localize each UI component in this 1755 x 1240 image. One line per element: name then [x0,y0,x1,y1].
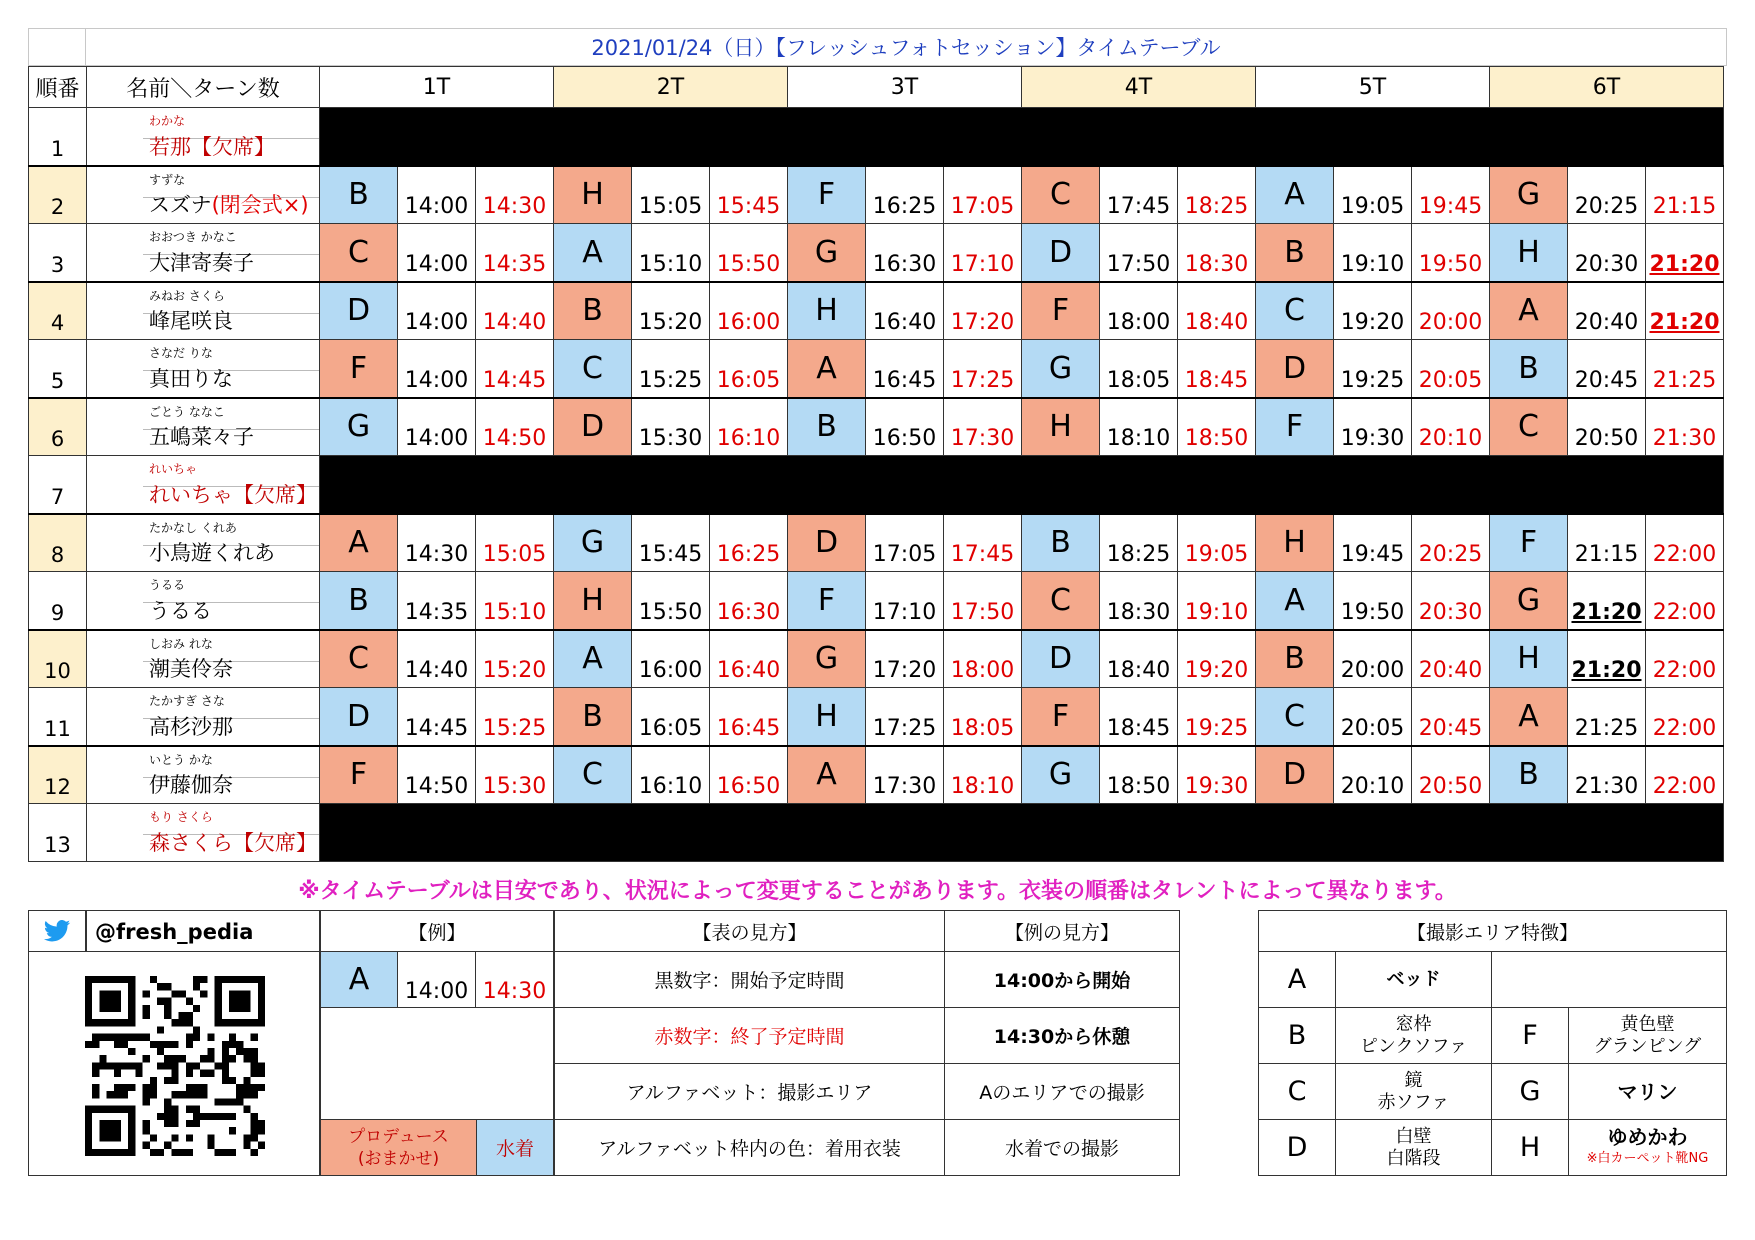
name-ruby: みねお さくら [149,288,225,303]
slot-start: 16:05 [632,688,710,746]
slot-end: 15:05 [476,514,554,572]
row-name-cell [87,108,320,166]
slot-start: 21:15 [1568,514,1646,572]
howto-alpha: アルファベット：撮影エリア [554,1063,945,1120]
name-text: 若那【欠席】 [149,134,275,159]
header-turn: 5T [1256,67,1490,108]
slot-end: 18:25 [1178,166,1256,224]
legend-produce: プロデュース (おまかせ) [320,1119,477,1176]
slot-area: F [320,746,398,804]
slot-end: 19:25 [1178,688,1256,746]
area-desc: ベッド [1335,951,1492,1008]
legend-swimsuit: 水着 [476,1119,554,1176]
example-end: 14:30 [475,951,554,1008]
row-name-cell [87,282,320,340]
slot-area: C [320,224,398,282]
slot-area: F [1022,688,1100,746]
slot-area: D [320,282,398,340]
name-text: 森さくら【欠席】 [149,831,317,855]
name-ruby: たかすぎ さな [149,694,225,708]
example-read-area: Aのエリアでの撮影 [944,1063,1180,1120]
name-ruby: わかな [149,114,186,128]
slot-area: F [788,166,866,224]
header-turn: 3T [788,67,1022,108]
row-order: 12 [29,746,87,804]
slot-start: 19:50 [1334,572,1412,630]
slot-area: C [1256,282,1334,340]
slot-start: 14:00 [398,166,476,224]
row-order: 13 [29,804,87,862]
slot-start: 17:50 [1100,224,1178,282]
absent-block [320,804,1724,862]
slot-start: 20:00 [1334,630,1412,688]
slot-area: G [1490,572,1568,630]
timetable [28,66,1724,862]
absent-block [320,456,1724,514]
slot-start: 18:00 [1100,282,1178,340]
row-order: 6 [29,398,87,456]
slot-end: 18:45 [1178,340,1256,398]
slot-end: 17:20 [944,282,1022,340]
area-blank [1491,951,1727,1008]
slot-start: 18:30 [1100,572,1178,630]
slot-start: 14:00 [398,282,476,340]
slot-start: 15:25 [632,340,710,398]
slot-start: 16:50 [866,398,944,456]
name-text: スズナ(閉会式×) [149,193,309,217]
slot-area: C [320,630,398,688]
slot-area: D [320,688,398,746]
slot-area: B [320,166,398,224]
row-name-cell [87,514,320,572]
slot-end: 14:35 [476,224,554,282]
row-name-cell [87,688,320,746]
slot-area: G [320,398,398,456]
slot-end: 15:20 [476,630,554,688]
slot-start: 15:50 [632,572,710,630]
example-blank [320,1007,554,1120]
slot-area: A [1490,282,1568,340]
slot-start: 14:00 [398,224,476,282]
row-name-cell [87,340,320,398]
slot-area: F [1256,398,1334,456]
qr-code-icon[interactable] [85,976,265,1156]
slot-end: 18:10 [944,746,1022,804]
slot-start: 21:20 [1568,630,1646,688]
slot-end: 20:05 [1412,340,1490,398]
slot-start: 20:40 [1568,282,1646,340]
slot-start: 14:45 [398,688,476,746]
name-text: 峰尾咲良 [149,309,233,333]
absent-block [320,108,1724,166]
slot-area: F [788,572,866,630]
slot-end: 18:50 [1178,398,1256,456]
slot-area: D [1256,746,1334,804]
slot-area: B [554,282,632,340]
slot-end: 16:30 [710,572,788,630]
slot-area: F [1490,514,1568,572]
area-desc: 白壁 白階段 [1335,1119,1492,1176]
slot-area: H [1490,630,1568,688]
name-text: 五嶋菜々子 [149,425,254,449]
name-text: 小鳥遊くれあ [149,541,275,565]
slot-start: 16:00 [632,630,710,688]
slot-start: 16:30 [866,224,944,282]
slot-area: D [1022,224,1100,282]
howto-color: アルファベット枠内の色：着用衣装 [554,1119,945,1176]
area-desc: マリン [1568,1063,1727,1120]
slot-area: G [1022,340,1100,398]
name-ruby: しおみ れな [149,636,213,651]
slot-area: C [554,340,632,398]
slot-start: 15:45 [632,514,710,572]
example-read-costume: 水着での撮影 [944,1119,1180,1176]
slot-end: 16:25 [710,514,788,572]
slot-area: G [1022,746,1100,804]
area-desc: 黄色壁 グランピング [1568,1007,1727,1064]
slot-end: 19:45 [1412,166,1490,224]
slot-end: 22:00 [1646,746,1724,804]
header-order: 順番 [29,67,87,108]
slot-start: 20:50 [1568,398,1646,456]
slot-area: G [1490,166,1568,224]
howto-header: 【表の見方】 [554,910,945,952]
slot-start: 15:05 [632,166,710,224]
slot-start: 15:30 [632,398,710,456]
slot-area: A [788,340,866,398]
slot-area: H [1490,224,1568,282]
slot-area: C [1256,688,1334,746]
slot-end: 14:45 [476,340,554,398]
slot-end: 21:25 [1646,340,1724,398]
slot-end: 17:30 [944,398,1022,456]
area-key: A [1258,951,1336,1008]
slot-area: H [788,282,866,340]
slot-start: 20:25 [1568,166,1646,224]
example-start: 14:00 [397,951,476,1008]
row-name-cell [87,630,320,688]
row-order: 11 [29,688,87,746]
slot-start: 17:25 [866,688,944,746]
slot-start: 19:05 [1334,166,1412,224]
slot-area: B [1022,514,1100,572]
slot-start: 14:00 [398,340,476,398]
slot-start: 21:30 [1568,746,1646,804]
howto-red: 赤数字：終了予定時間 [554,1007,945,1064]
name-ruby: さなだ りな [149,346,213,360]
slot-end: 22:00 [1646,630,1724,688]
slot-end: 17:05 [944,166,1022,224]
slot-end: 20:10 [1412,398,1490,456]
row-order: 5 [29,340,87,398]
slot-area: D [788,514,866,572]
area-desc: 鏡 赤ソファ [1335,1063,1492,1120]
slot-area: A [1490,688,1568,746]
slot-end: 17:45 [944,514,1022,572]
row-name-cell [87,166,320,224]
slot-area: H [788,688,866,746]
area-key: D [1258,1119,1336,1176]
name-text: 真田りな [149,366,233,391]
slot-start: 18:10 [1100,398,1178,456]
slot-area: D [554,398,632,456]
slot-start: 20:05 [1334,688,1412,746]
slot-end: 19:10 [1178,572,1256,630]
header-turn: 4T [1022,67,1256,108]
row-name-cell [87,398,320,456]
slot-end: 19:05 [1178,514,1256,572]
slot-start: 21:20 [1568,572,1646,630]
area-desc: 窓枠 ピンクソファ [1335,1007,1492,1064]
slot-start: 18:05 [1100,340,1178,398]
example-area: A [320,951,398,1008]
slot-area: G [788,224,866,282]
slot-start: 17:10 [866,572,944,630]
slot-area: D [1022,630,1100,688]
slot-area: B [788,398,866,456]
slot-start: 17:45 [1100,166,1178,224]
name-ruby: ごとう ななこ [149,404,225,419]
area-key: F [1491,1007,1569,1064]
slot-area: B [1256,630,1334,688]
row-order: 10 [29,630,87,688]
slot-end: 14:30 [476,166,554,224]
area-desc: ゆめかわ ※白カーペット靴NG [1568,1119,1727,1176]
area-key: C [1258,1063,1336,1120]
slot-start: 14:00 [398,398,476,456]
row-order: 1 [29,108,87,166]
slot-start: 14:50 [398,746,476,804]
slot-area: C [1022,166,1100,224]
slot-end: 21:30 [1646,398,1724,456]
slot-area: F [320,340,398,398]
slot-area: H [554,166,632,224]
row-order: 8 [29,514,87,572]
twitter-icon [28,910,86,952]
row-name-cell [87,746,320,804]
slot-area: C [554,746,632,804]
slot-start: 16:40 [866,282,944,340]
slot-end: 15:45 [710,166,788,224]
slot-end: 17:25 [944,340,1022,398]
slot-end: 20:50 [1412,746,1490,804]
slot-end: 17:10 [944,224,1022,282]
name-note: (閉会式×) [211,193,309,217]
slot-end: 15:30 [476,746,554,804]
slot-end: 16:10 [710,398,788,456]
slot-area: A [554,224,632,282]
slot-end: 19:50 [1412,224,1490,282]
title-corner [28,28,86,66]
slot-end: 22:00 [1646,514,1724,572]
slot-end: 16:05 [710,340,788,398]
row-order: 4 [29,282,87,340]
slot-start: 16:10 [632,746,710,804]
slot-area: B [1256,224,1334,282]
slot-area: B [1490,746,1568,804]
example-read-header: 【例の見方】 [944,910,1180,952]
slot-end: 22:00 [1646,688,1724,746]
notice-text: ※タイムテーブルは目安であり、状況によって変更することがあります。衣装の順番はタレントによって異なります。 [298,879,1457,904]
slot-start: 16:45 [866,340,944,398]
example-header: 【例】 [320,910,554,952]
slot-start: 16:25 [866,166,944,224]
slot-start: 18:50 [1100,746,1178,804]
slot-start: 19:20 [1334,282,1412,340]
header-turn: 1T [320,67,554,108]
slot-area: H [1256,514,1334,572]
slot-area: A [788,746,866,804]
name-text: 高杉沙那 [149,714,233,739]
name-text: うるる [149,598,212,623]
slot-area: C [1022,572,1100,630]
slot-area: G [554,514,632,572]
slot-area: A [320,514,398,572]
row-name-cell [87,456,320,514]
slot-start: 19:30 [1334,398,1412,456]
slot-end: 15:50 [710,224,788,282]
header-turn: 6T [1490,67,1724,108]
slot-start: 18:25 [1100,514,1178,572]
example-read-start: 14:00から開始 [944,951,1180,1008]
slot-area: H [1022,398,1100,456]
slot-area: B [554,688,632,746]
slot-start: 18:40 [1100,630,1178,688]
slot-start: 20:30 [1568,224,1646,282]
slot-end: 18:30 [1178,224,1256,282]
slot-end: 16:00 [710,282,788,340]
slot-end: 18:00 [944,630,1022,688]
slot-start: 20:10 [1334,746,1412,804]
slot-end: 22:00 [1646,572,1724,630]
howto-black: 黒数字：開始予定時間 [554,951,945,1008]
name-ruby: たかなし くれあ [149,520,237,535]
slot-start: 15:10 [632,224,710,282]
slot-end: 14:50 [476,398,554,456]
slot-end: 16:40 [710,630,788,688]
slot-end: 20:45 [1412,688,1490,746]
slot-start: 17:05 [866,514,944,572]
slot-start: 14:40 [398,630,476,688]
slot-area: H [554,572,632,630]
name-ruby: うるる [149,578,186,592]
slot-area: A [1256,572,1334,630]
areas-header: 【撮影エリア特徴】 [1258,910,1727,952]
area-note: ※白カーペット靴NG [1586,1150,1709,1166]
slot-start: 18:45 [1100,688,1178,746]
slot-end: 19:20 [1178,630,1256,688]
page-title: 2021/01/24（日）【フレッシュフォトセッション】タイムテーブル [85,28,1727,66]
slot-end: 21:15 [1646,166,1724,224]
name-ruby: おおつき かなこ [149,230,237,244]
slot-end: 18:05 [944,688,1022,746]
slot-end: 20:25 [1412,514,1490,572]
slot-start: 17:30 [866,746,944,804]
name-text: れいちゃ【欠席】 [149,482,317,507]
slot-area: C [1490,398,1568,456]
slot-end: 18:40 [1178,282,1256,340]
slot-area: D [1256,340,1334,398]
row-name-cell [87,804,320,862]
qr-frame [28,951,320,1176]
slot-start: 17:20 [866,630,944,688]
slot-end: 21:20 [1646,282,1724,340]
slot-end: 16:45 [710,688,788,746]
slot-end: 16:50 [710,746,788,804]
slot-area: F [1022,282,1100,340]
header-name: 名前＼ターン数 [87,67,320,108]
row-order: 9 [29,572,87,630]
name-text: 潮美伶奈 [149,657,233,681]
slot-end: 20:00 [1412,282,1490,340]
slot-end: 20:40 [1412,630,1490,688]
row-name-cell [87,572,320,630]
name-ruby: いとう かな [149,752,213,767]
slot-start: 14:35 [398,572,476,630]
slot-start: 15:20 [632,282,710,340]
slot-end: 14:40 [476,282,554,340]
area-key: B [1258,1007,1336,1064]
header-turn: 2T [554,67,788,108]
slot-area: A [554,630,632,688]
slot-start: 19:45 [1334,514,1412,572]
slot-start: 19:25 [1334,340,1412,398]
twitter-handle[interactable]: @fresh_pedia [86,910,320,952]
slot-end: 17:50 [944,572,1022,630]
slot-area: B [320,572,398,630]
slot-start: 20:45 [1568,340,1646,398]
example-read-end: 14:30から休憩 [944,1007,1180,1064]
row-order: 3 [29,224,87,282]
row-order: 7 [29,456,87,514]
area-key: G [1491,1063,1569,1120]
slot-area: G [788,630,866,688]
slot-end: 20:30 [1412,572,1490,630]
slot-area: B [1490,340,1568,398]
row-name-cell [87,224,320,282]
slot-end: 15:10 [476,572,554,630]
name-ruby: れいちゃ [149,462,198,476]
slot-start: 21:25 [1568,688,1646,746]
name-text: 伊藤伽奈 [149,773,233,797]
name-ruby: すずな [149,172,186,187]
slot-area: A [1256,166,1334,224]
slot-start: 14:30 [398,514,476,572]
slot-end: 15:25 [476,688,554,746]
name-ruby: もり さくら [149,810,213,824]
name-text: 大津寄奏子 [149,250,254,275]
slot-end: 21:20 [1646,224,1724,282]
area-key: H [1491,1119,1569,1176]
slot-end: 19:30 [1178,746,1256,804]
slot-start: 19:10 [1334,224,1412,282]
row-order: 2 [29,166,87,224]
